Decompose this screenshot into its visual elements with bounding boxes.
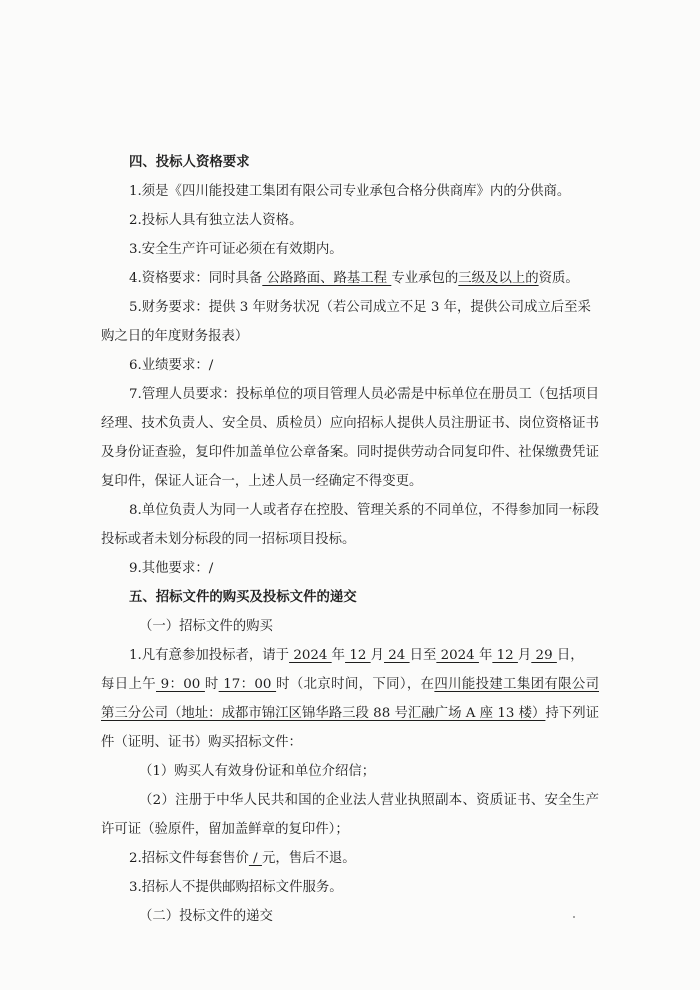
p1-hour-label: 时 (204, 677, 219, 692)
req4-pre: 4.资格要求：同时具备 (129, 271, 263, 286)
requirement-4 (101, 264, 599, 293)
requirement-6: 6.业绩要求：/ (129, 358, 214, 373)
p1-location-intro: 时（北京时间，下同），在 (276, 677, 435, 692)
p1-start-month: 12 (345, 648, 371, 663)
requirement-1: 1.须是《四川能投建工集团有限公司专业承包合格分供商库》内的分供商。 (129, 184, 571, 199)
p2-price: / (248, 851, 262, 866)
p1-year-label-2: 年 (478, 648, 493, 663)
p1-day-label: 日至 (409, 648, 437, 663)
p1-end-month: 12 (492, 648, 518, 663)
p2-pre: 2.招标文件每套售价 (129, 851, 249, 866)
p1-start-time: 9：00 (156, 677, 205, 692)
req4-level: 三级及以上的 (458, 271, 539, 286)
requirement-2: 2.投标人具有独立法人资格。 (129, 213, 303, 228)
p1-intro: 1.凡有意参加投标者，请于 (129, 648, 290, 663)
p1-end-time: 17：00 (218, 677, 277, 692)
requirement-5 (101, 293, 599, 351)
purchase-item-1: （1）购买人有效身份证和单位介绍信； (139, 764, 376, 779)
purchase-paragraph-3: 3.招标人不提供邮购招标文件服务。 (129, 880, 343, 895)
req4-post: 资质。 (538, 271, 579, 286)
p1-start-year: 2024 (289, 648, 332, 663)
p1-month-label-2: 月 (517, 648, 532, 663)
purchase-paragraph-2 (101, 844, 599, 873)
subsection-2-title: （二）投标文件的递交 (139, 909, 273, 924)
section-four-title: 四、投标人资格要求 (129, 154, 250, 170)
scan-speck (573, 916, 575, 918)
req5-line1: 5.财务要求：提供 3 年财务状况（若公司成立不足 3 年，提供公司成立后至采 (129, 300, 591, 315)
section-five-title: 五、招标文件的购买及投标文件的递交 (129, 589, 357, 605)
requirement-8: 8.单位负责人为同一人或者存在控股、管理关系的不同单位，不得参加同一标段投标或者未划分标段的同一招标项目投标。 (101, 503, 599, 547)
requirement-7: 7.管理人员要求：投标单位的项目管理人员必需是中标单位在册员工（包括项目经理、技术负责人、安全员、质检员）应向招标人提供人员注册证书、岗位资格证书及身份证查验，复印件加盖单位公章备案。同时提供劳动合同复印件、社保缴费凭证复印件，保证人证合一，上述人员一经确定不得变更。 (101, 387, 599, 489)
purchase-paragraph-1 (101, 641, 599, 757)
p1-day-label-2: 日， (556, 648, 584, 663)
req5-line2: 购之日的年度财务报表） (101, 329, 249, 344)
req4-mid: 专业承包的 (391, 271, 459, 286)
requirement-9: 9.其他要求：/ (129, 561, 214, 576)
p1-start-day: 24 (384, 648, 410, 663)
p1-line2 (101, 670, 599, 757)
p1-address: 四川能投建工集团有限公司第三分公司（地址：成都市锦江区锦华路三段 88 号汇融广场 A 座 13 楼） (101, 677, 600, 721)
req4-qualification: 公路路面、路基工程 (262, 271, 392, 286)
purchase-item-2: （2）注册于中华人民共和国的企业法人营业执照副本、资质证书、安全生产许可证（验原件，留加盖鲜章的复印件）； (101, 793, 599, 837)
subsection-1-title: （一）招标文件的购买 (139, 619, 273, 634)
p1-month-label: 月 (370, 648, 385, 663)
p1-end-day: 29 (531, 648, 557, 663)
p1-year-label: 年 (331, 648, 346, 663)
p1-end-year: 2024 (436, 648, 479, 663)
p2-post: 元，售后不退。 (261, 851, 356, 866)
requirement-3: 3.安全生产许可证必须在有效期内。 (129, 242, 343, 257)
p1-documents: 持下列证件（证明、证书）购买招标文件： (101, 706, 600, 750)
document-body (101, 148, 599, 931)
p1-daily: 每日上午 (101, 677, 156, 692)
